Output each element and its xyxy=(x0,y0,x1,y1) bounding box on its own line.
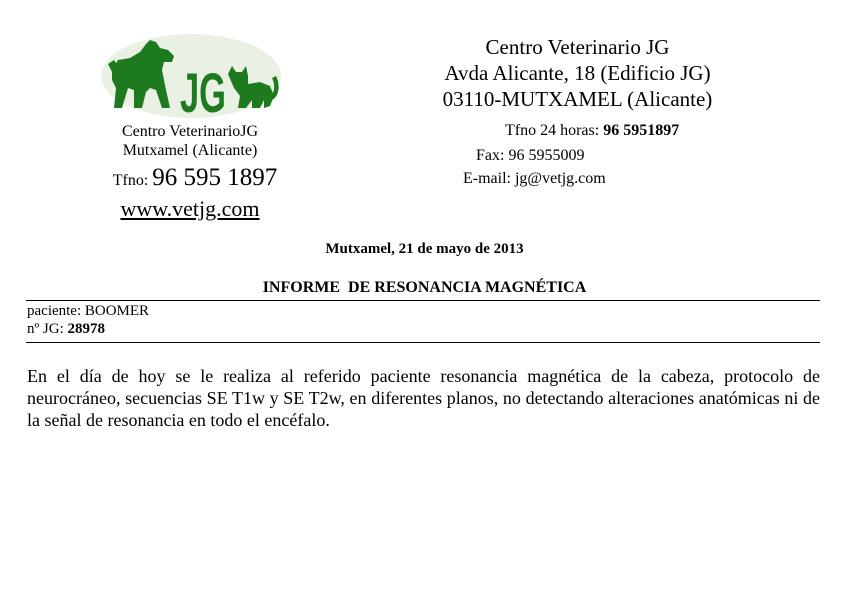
divider-top xyxy=(26,300,820,301)
logo-text: JG xyxy=(180,61,226,120)
website-link[interactable]: www.vetjg.com xyxy=(120,196,260,221)
record-id-number: 28978 xyxy=(67,321,105,337)
patient-line xyxy=(27,302,149,320)
email-line: E-mail: jg@vetjg.com xyxy=(463,170,606,187)
left-clinic-city: Mutxamel (Alicante) xyxy=(122,142,258,159)
report-title: INFORME DE RESONANCIA MAGNÉTICA xyxy=(262,279,587,296)
patient-info xyxy=(27,302,149,338)
record-id-label: nº JG: xyxy=(27,321,64,337)
right-address-block xyxy=(415,34,740,112)
logo-graphic xyxy=(100,30,282,120)
right-postal-city: 03110-MUTXAMEL (Alicante) xyxy=(442,87,713,111)
left-phone-number: 96 595 1897 xyxy=(152,164,278,191)
fax-line: Fax: 96 5955009 xyxy=(476,147,585,164)
left-phone-line xyxy=(80,164,310,192)
phone24-line xyxy=(505,122,679,140)
phone24-number: 96 5951897 xyxy=(603,122,680,139)
left-phone-label: Tfno: xyxy=(112,172,149,189)
clinic-logo xyxy=(100,30,282,120)
left-contact-block xyxy=(80,122,300,160)
right-clinic-name: Centro Veterinario JG xyxy=(485,35,670,59)
left-clinic-name: Centro VeterinarioJG xyxy=(121,123,259,140)
phone24-label: Tfno 24 horas: xyxy=(505,122,600,139)
report-body: En el día de hoy se le realiza al referido paciente resonancia magnética de la cabeza, protocolo de neurocráneo, secuencias SE T1w y SE T2w, en diferentes planos, no detectando alteraciones anatómicas ni de la señal de resonancia en todo el encéfalo. xyxy=(27,366,820,430)
divider-bottom xyxy=(26,342,820,343)
record-id-line xyxy=(27,320,149,338)
patient-name: BOOMER xyxy=(84,303,150,319)
patient-label: paciente: xyxy=(27,303,82,319)
report-date: Mutxamel, 21 de mayo de 2013 xyxy=(325,241,524,257)
right-address: Avda Alicante, 18 (Edificio JG) xyxy=(444,61,711,85)
